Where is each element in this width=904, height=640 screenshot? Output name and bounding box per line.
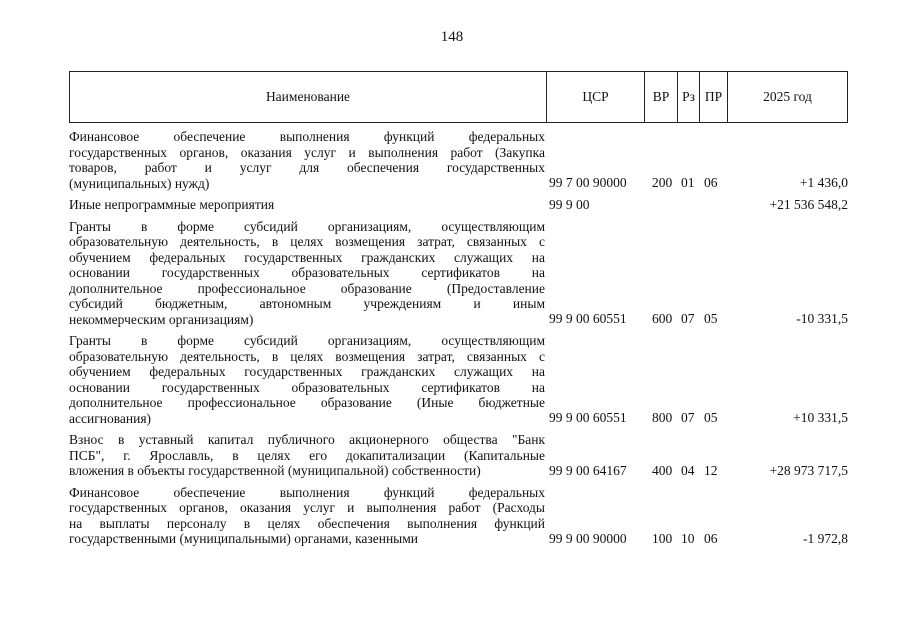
row-name-line: товаров, работ и услуг для обеспечения государственных: [69, 160, 545, 175]
row-pr: 06: [704, 175, 718, 190]
row-name-line: основании государственных образовательных сертификатов на: [69, 379, 545, 395]
row-csr: 99 9 00 60551: [549, 410, 627, 425]
row-name-line: субсидий бюджетным, автономным учреждениям и иным: [69, 296, 545, 311]
row-amount: +1 436,0: [799, 175, 848, 190]
row-pr: 12: [704, 462, 718, 478]
header-vr: ВР: [645, 72, 678, 122]
row-name-line: государственных органов, оказания услуг и выполнения работ (Расходы: [69, 500, 545, 515]
row-amount: -1 972,8: [803, 530, 848, 546]
row-name-line: Гранты в форме субсидий организациям, осуществляющим: [69, 333, 545, 348]
budget-table: [69, 71, 848, 547]
row-name-line: ПСБ", г. Ярославль, в целях его докапитализации (Капитальные: [69, 447, 545, 463]
table-row: [69, 485, 848, 547]
row-csr: 99 7 00 90000: [549, 175, 627, 190]
row-name-line: дополнительное профессиональное образование (Предоставление: [69, 280, 545, 296]
row-codes: [69, 463, 848, 479]
table-row: [69, 219, 848, 328]
row-amount: +10 331,5: [793, 410, 848, 425]
table-row: [69, 333, 848, 426]
row-name-line: Финансовое обеспечение выполнения функций федеральных: [69, 129, 545, 144]
row-name-line: государственных органов, оказания услуг и выполнения работ (Закупка: [69, 144, 545, 160]
row-name-line: образовательную деятельность, в целях возмещения затрат, связанных с: [69, 234, 545, 249]
row-csr: 99 9 00: [549, 196, 590, 212]
row-rz: 01: [681, 175, 695, 190]
row-codes: [69, 531, 848, 547]
row-rz: 04: [681, 462, 695, 478]
row-csr: 99 9 00 90000: [549, 530, 627, 546]
row-vr: 600: [652, 311, 673, 326]
row-rz: 10: [681, 530, 695, 546]
row-csr: 99 9 00 60551: [549, 311, 627, 326]
table-row: [69, 129, 848, 191]
table-header: [69, 71, 848, 123]
row-name-line: Взнос в уставный капитал публичного акционерного общества "Банк: [69, 432, 545, 447]
row-amount: +21 536 548,2: [769, 196, 848, 212]
row-rz: 07: [681, 311, 695, 326]
row-rz: 07: [681, 410, 695, 425]
header-csr: ЦСР: [547, 72, 645, 122]
row-pr: 06: [704, 530, 718, 546]
table-row: [69, 432, 848, 479]
row-amount: -10 331,5: [796, 311, 848, 326]
row-name-line: Иные непрограммные мероприятия: [69, 197, 275, 212]
row-vr: 100: [652, 530, 673, 546]
row-name-line: (муниципальных) нужд): [69, 175, 210, 191]
row-name-line: некоммерческим организациям): [69, 311, 254, 327]
row-pr: 05: [704, 311, 718, 326]
row-codes: [69, 410, 848, 426]
row-vr: 800: [652, 410, 673, 425]
row-name-line: государственными (муниципальными) органами, казенными: [69, 531, 419, 546]
row-name-line: обучением федеральных государственных гражданских служащих на: [69, 249, 545, 265]
row-codes: [69, 175, 848, 191]
row-name-line: на выплаты персоналу в целях обеспечения выполнения функций: [69, 515, 545, 531]
header-year: 2025 год: [763, 89, 812, 104]
row-name-line: Финансовое обеспечение выполнения функций федеральных: [69, 484, 545, 500]
row-name-line: Гранты в форме субсидий организациям, осуществляющим: [69, 218, 545, 234]
row-name-line: обучением федеральных государственных гражданских служащих на: [69, 364, 545, 379]
row-amount: +28 973 717,5: [769, 462, 848, 478]
row-vr: 200: [652, 175, 673, 190]
row-name-line: образовательную деятельность, в целях возмещения затрат, связанных с: [69, 348, 545, 364]
row-pr: 05: [704, 410, 718, 425]
table-body: [69, 129, 848, 547]
row-vr: 400: [652, 462, 673, 478]
row-name-line: основании государственных образовательных сертификатов на: [69, 265, 545, 280]
page-number: 148: [440, 29, 464, 45]
row-codes: [69, 311, 848, 327]
row-name-line: ассигнования): [69, 410, 152, 426]
header-pr: ПР: [700, 72, 728, 122]
row-name-line: дополнительное профессиональное образование (Иные бюджетные: [69, 395, 545, 410]
header-name: Наименование: [70, 72, 547, 122]
row-csr: 99 9 00 64167: [549, 462, 627, 478]
row-name-line: вложения в объекты государственной (муниципальной) собственности): [69, 463, 481, 478]
header-rz: Рз: [678, 72, 700, 122]
table-row: [69, 197, 848, 213]
row-codes: [69, 197, 848, 213]
